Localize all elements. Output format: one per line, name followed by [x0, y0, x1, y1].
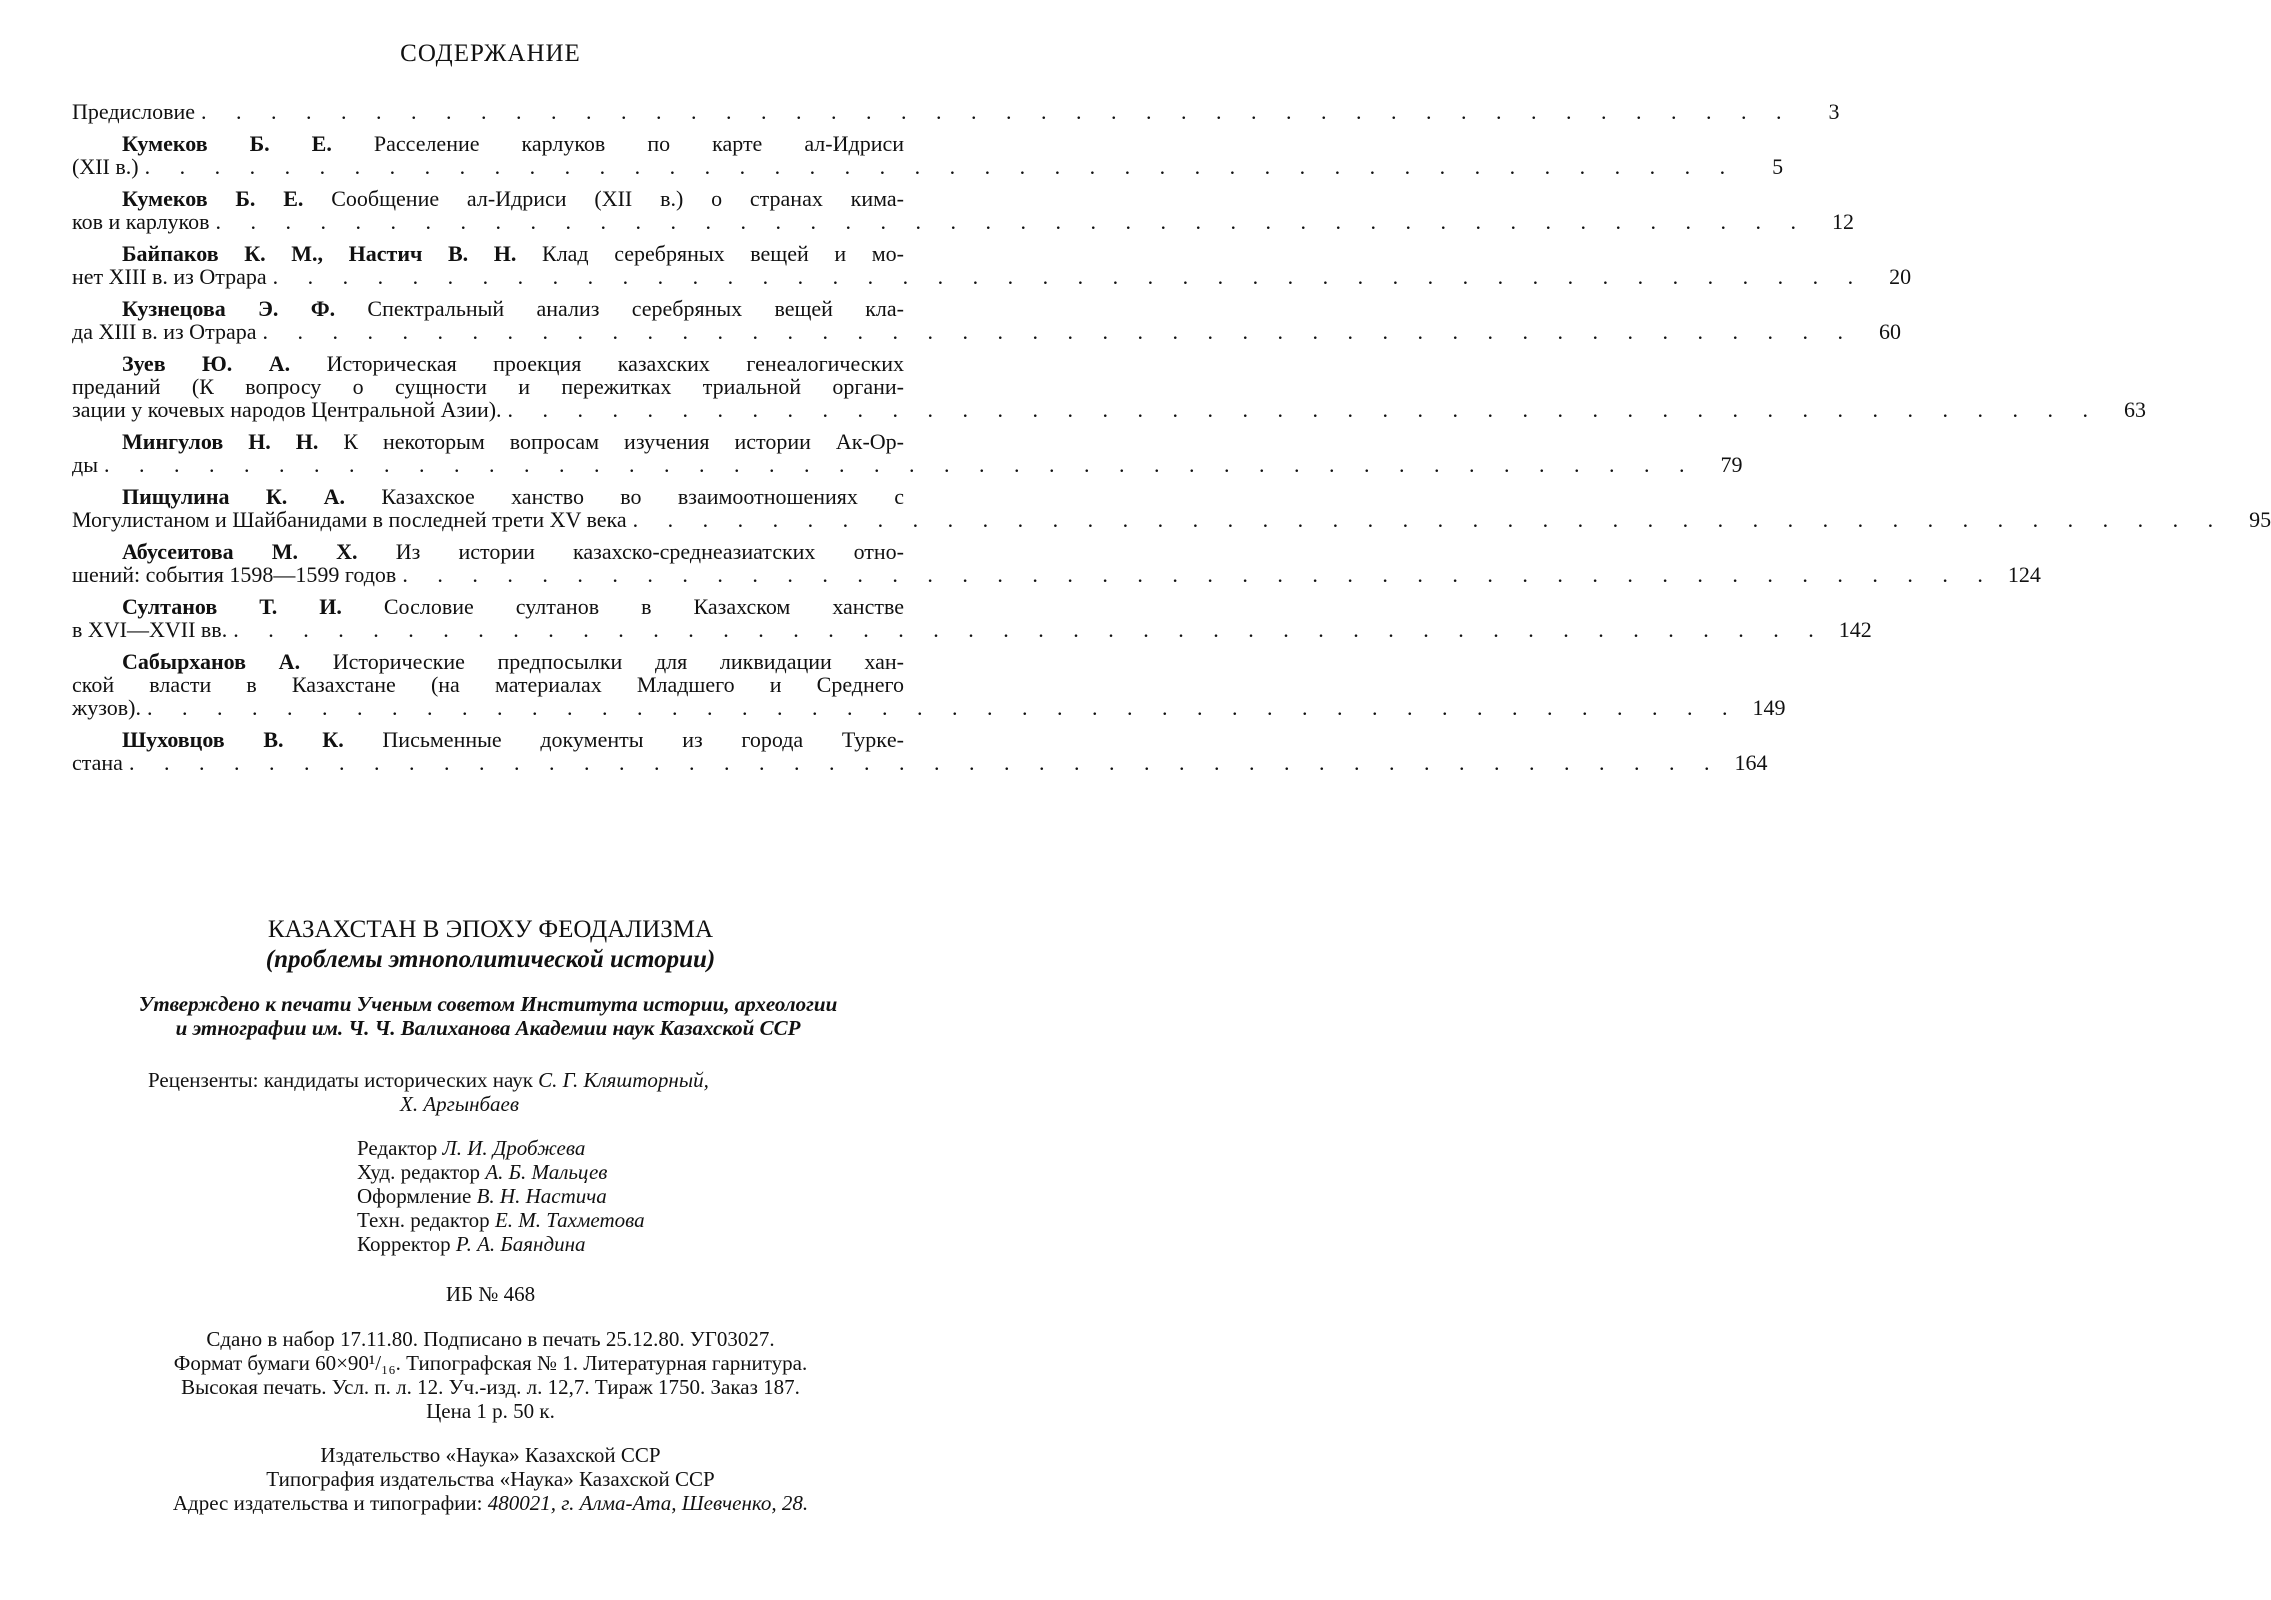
- toc-title-text: ской власти в Казахстане (на материалах Младшего и Среднего: [72, 672, 904, 697]
- toc-entry-last-line: [72, 562, 2041, 587]
- toc-title-text: (XII в.): [72, 154, 139, 179]
- toc-entry-line: [72, 728, 904, 751]
- toc-title-text: нет XIII в. из Отрара: [72, 264, 267, 289]
- toc-entry-last-line: [72, 264, 1912, 289]
- toc-entry-line: [72, 485, 904, 508]
- toc-entry-last-line: [72, 209, 1854, 234]
- toc-title-text: Могулистаном и Шайбанидами в последней трети XV века: [72, 507, 627, 532]
- toc-author: Мингулов Н. Н.: [122, 429, 319, 454]
- publisher-info: [0, 1443, 981, 1515]
- reviewers-label: Рецензенты: кандидаты исторических наук: [148, 1068, 533, 1092]
- toc-author: Байпаков К. М., Настич В. Н.: [122, 241, 517, 266]
- toc-entry-last-line: [72, 452, 1743, 477]
- toc-title-text: Казахское ханство во взаимоотношениях с: [381, 484, 905, 509]
- toc-entry: [72, 351, 2147, 422]
- toc-title-text: Из истории казахско-среднеазиатских отно-: [395, 539, 905, 564]
- toc-author: Пищулина К. А.: [122, 484, 346, 509]
- toc-author: Сабырханов А.: [122, 649, 301, 674]
- toc-entry-last-line: [72, 750, 1768, 775]
- toc-entry-line: [72, 650, 904, 673]
- toc-page-number: 5: [1772, 154, 1784, 179]
- print-line: Высокая печать. Усл. п. л. 12. Уч.-изд. л. 12,7. Тираж 1750. Заказ 187.: [181, 1375, 800, 1399]
- staff-name: Л. И. Дробжева: [442, 1136, 586, 1160]
- toc-title-text: Клад серебряных вещей и мо-: [542, 241, 904, 266]
- table-of-contents: [72, 99, 2271, 783]
- toc-title-text: Исторические предпосылки для ликвидации хан-: [332, 649, 905, 674]
- approval-line: и этнографии им. Ч. Ч. Валиханова Академии наук Казахской ССР: [175, 1016, 801, 1040]
- toc-entry: [72, 241, 1912, 289]
- toc-title-text: зации у кочевых народов Центральной Азии).: [72, 397, 502, 422]
- staff-role: Худ. редактор: [357, 1160, 481, 1184]
- staff-name: Р. А. Баяндина: [455, 1232, 586, 1256]
- toc-entry: [72, 727, 1768, 775]
- toc-title-text: шений: события 1598—1599 годов: [72, 562, 397, 587]
- toc-title-text: Сообщение ал-Идриси (XII в.) о странах кима-: [331, 186, 904, 211]
- print-details: [0, 1327, 981, 1423]
- reviewers: [148, 1068, 908, 1116]
- toc-author: Зуев Ю. А.: [122, 351, 291, 376]
- book-subtitle: (проблемы этнополитической истории): [265, 946, 716, 973]
- approval-note: [72, 992, 904, 1040]
- toc-author: Абусеитова М. Х.: [122, 539, 358, 564]
- toc-entry: [72, 296, 1901, 344]
- leader-dots: . . . . . . . . . . . . . . . . . . . . . . . . . . . . . . . . . . . . . . . . . . . . . .: [507, 397, 2101, 422]
- toc-entry-line: [72, 595, 904, 618]
- toc-page-number: 20: [1889, 264, 1912, 289]
- toc-entry: [72, 649, 1786, 720]
- book-title-block: [0, 915, 981, 975]
- toc-entry: [72, 594, 1872, 642]
- toc-title-text: жузов).: [72, 695, 141, 720]
- toc-page-number: 149: [1752, 695, 1786, 720]
- publisher-line: Издательство «Наука» Казахской ССР: [320, 1443, 661, 1467]
- toc-title-text: преданий (К вопросу о сущности и пережитках триальной органи-: [72, 374, 904, 399]
- toc-page-number: 63: [2124, 397, 2147, 422]
- toc-page-number: 142: [1838, 617, 1872, 642]
- toc-page-number: 124: [2007, 562, 2041, 587]
- staff-name: Е. М. Тахметова: [494, 1208, 645, 1232]
- toc-author: Султанов Т. И.: [122, 594, 342, 619]
- book-title: КАЗАХСТАН В ЭПОХУ ФЕОДАЛИЗМА: [267, 916, 714, 943]
- toc-author: Кумеков Б. Е.: [122, 131, 332, 156]
- toc-title-text: Сословие султанов в Казахском ханстве: [383, 594, 904, 619]
- toc-entry: [72, 131, 1784, 179]
- toc-entry: [72, 484, 2271, 532]
- leader-dots: . . . . . . . . . . . . . . . . . . . . . . . . . . . . . . . . . . . . . . . . . . . . . .: [402, 562, 1995, 587]
- toc-entry-last-line: [72, 617, 1872, 642]
- toc-title-text: стана: [72, 750, 123, 775]
- publisher-line: Типография издательства «Наука» Казахской ССР: [266, 1467, 715, 1491]
- leader-dots: . . . . . . . . . . . . . . . . . . . . . . . . . . . . . . . . . . . . . . . . . . . . . .: [632, 507, 2226, 532]
- print-line: Сдано в набор 17.11.80. Подписано в печать 25.12.80. УГ03027.: [206, 1327, 775, 1351]
- address-label: Адрес издательства и типографии:: [172, 1491, 483, 1515]
- toc-page-number: 79: [1720, 452, 1743, 477]
- toc-entry: [72, 99, 1840, 124]
- toc-title-text: К некоторым вопросам изучения истории Ак-Ор-: [343, 429, 904, 454]
- toc-entry-last-line: [72, 99, 1840, 124]
- toc-entry: [72, 539, 2041, 587]
- toc-page-number: 164: [1734, 750, 1768, 775]
- staff-name: В. Н. Настича: [476, 1184, 607, 1208]
- reviewer-name: С. Г. Кляшторный,: [538, 1068, 709, 1092]
- leader-dots: . . . . . . . . . . . . . . . . . . . . . . . . . . . . . . . . . . . . . . . . . . . . . .: [215, 209, 1808, 234]
- toc-page-number: 3: [1828, 99, 1840, 124]
- toc-entry-line: [72, 187, 904, 210]
- toc-page-number: 60: [1878, 319, 1901, 344]
- toc-title-text: Предисловие: [72, 99, 195, 124]
- toc-author: Кузнецова Э. Ф.: [122, 296, 336, 321]
- leader-dots: . . . . . . . . . . . . . . . . . . . . . . . . . . . . . . . . . . . . . . . . . . . . . .: [233, 617, 1826, 642]
- ib-number: ИБ № 468: [445, 1282, 536, 1306]
- address: 480021, г. Алма-Ата, Шевченко, 28.: [487, 1491, 809, 1515]
- toc-entry: [72, 186, 1854, 234]
- staff-row: [357, 1160, 645, 1184]
- toc-entry-line: [72, 297, 904, 320]
- staff-role: Оформление: [357, 1184, 472, 1208]
- staff-role: Редактор: [357, 1136, 438, 1160]
- staff-list: [357, 1136, 645, 1256]
- staff-row: [357, 1136, 645, 1160]
- toc-entry-last-line: [72, 507, 2271, 532]
- leader-dots: . . . . . . . . . . . . . . . . . . . . . . . . . . . . . . . . . . . . . . . . . . . . . .: [262, 319, 1855, 344]
- toc-entry-last-line: [72, 397, 2147, 422]
- toc-entry-line: [72, 540, 904, 563]
- toc-title-text: ков и карлуков: [72, 209, 210, 234]
- leader-dots: . . . . . . . . . . . . . . . . . . . . . . . . . . . . . . . . . . . . . . . . . . . . . .: [144, 154, 1738, 179]
- toc-entry-last-line: [72, 695, 1786, 720]
- print-line: Цена 1 р. 50 к.: [426, 1399, 555, 1423]
- toc-page-number: 12: [1832, 209, 1854, 234]
- toc-page-number: 95: [2249, 507, 2271, 532]
- staff-role: Корректор: [357, 1232, 451, 1256]
- toc-title: СОДЕРЖАНИЕ: [400, 40, 581, 67]
- toc-entry-line: [72, 352, 904, 375]
- leader-dots: . . . . . . . . . . . . . . . . . . . . . . . . . . . . . . . . . . . . . . . . . . . . . .: [201, 99, 1794, 124]
- toc-entry-last-line: [72, 319, 1901, 344]
- toc-title-text: в XVI—XVII вв.: [72, 617, 228, 642]
- toc-title-text: Расселение карлуков по карте ал-Идриси: [373, 131, 905, 156]
- toc-entry-line: [72, 673, 904, 696]
- toc-title-text: ды: [72, 452, 98, 477]
- toc-entry-last-line: [72, 154, 1784, 179]
- leader-dots: . . . . . . . . . . . . . . . . . . . . . . . . . . . . . . . . . . . . . . . . . . . . . .: [103, 452, 1697, 477]
- staff-row: [357, 1232, 645, 1256]
- toc-entry: [72, 429, 1743, 477]
- toc-title-text: Спектральный анализ серебряных вещей кла-: [367, 296, 905, 321]
- toc-title-text: Историческая проекция казахских генеалогических: [326, 351, 904, 376]
- toc-title-text: Письменные документы из города Туркe-: [382, 727, 905, 752]
- staff-role: Техн. редактор: [357, 1208, 490, 1232]
- reviewer-name: Х. Аргынбаев: [400, 1092, 519, 1116]
- toc-title-text: да XIII в. из Отрара: [72, 319, 257, 344]
- staff-row: [357, 1208, 645, 1232]
- toc-entry-line: [72, 375, 904, 398]
- toc-author: Кумеков Б. Е.: [122, 186, 304, 211]
- print-line: Формат бумаги 60×90¹/₁₆. Типографская № 1. Литературная гарнитура.: [173, 1351, 808, 1375]
- leader-dots: . . . . . . . . . . . . . . . . . . . . . . . . . . . . . . . . . . . . . . . . . . . . . .: [146, 695, 1740, 720]
- toc-entry-line: [72, 430, 904, 453]
- staff-row: [357, 1184, 645, 1208]
- approval-line: Утверждено к печати Ученым советом Института истории, археологии: [138, 992, 838, 1016]
- toc-author: Шуховцов В. К.: [122, 727, 344, 752]
- toc-entry-line: [72, 132, 904, 155]
- staff-name: А. Б. Мальцев: [485, 1160, 608, 1184]
- leader-dots: . . . . . . . . . . . . . . . . . . . . . . . . . . . . . . . . . . . . . . . . . . . . . .: [128, 750, 1722, 775]
- toc-entry-line: [72, 242, 904, 265]
- leader-dots: . . . . . . . . . . . . . . . . . . . . . . . . . . . . . . . . . . . . . . . . . . . . . .: [272, 264, 1866, 289]
